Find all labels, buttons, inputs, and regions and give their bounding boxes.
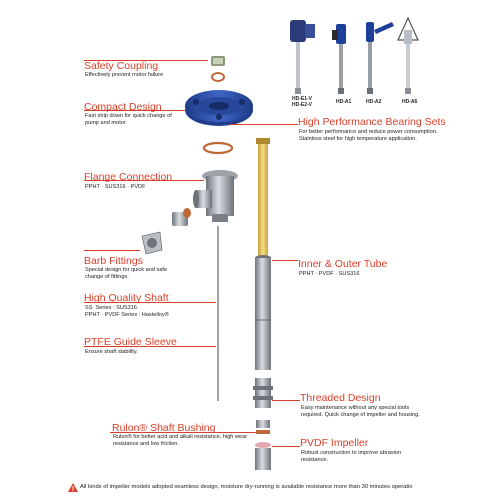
leader-inner-outer-tube	[272, 260, 298, 261]
safety-coupling-desc: Effectively prevent motor failure	[85, 72, 164, 78]
barb-fittings-part	[142, 208, 191, 254]
bearing-sets-title: High Performance Bearing Sets	[298, 116, 446, 128]
leader-pvdf-impeller	[272, 446, 300, 447]
flange-connection-title: Flange Connection	[84, 171, 173, 183]
barb-fittings-desc: Special design for quick and safe change of fittings.	[85, 267, 168, 280]
threaded-design-title: Threaded Design	[300, 392, 381, 404]
high-quality-shaft-desc: SS Series : SUS316 PPHT · PVDF Series : Hastelloy®	[85, 305, 169, 318]
rulon-shaft-bushing-desc: Rulon® for better acid and alkali resistance, high wear resistance and low friction.	[113, 434, 248, 447]
barb-fittings-title: Barb Fittings	[84, 255, 143, 267]
bearing-sets-desc: For better performance and reduce power consumption. Stainless steel for high temperature application.	[299, 129, 438, 142]
ptfe-guide-sleeve-title: PTFE Guide Sleeve	[84, 336, 177, 348]
flange-connection-desc: PPHT · SUS316 · PVDF	[85, 184, 146, 190]
model-label-hd-a1: HD-A1	[336, 99, 352, 105]
leader-threaded-design	[272, 400, 300, 401]
threaded-design-part	[253, 378, 273, 408]
model-label-hd-a6: HD-A6	[402, 99, 418, 105]
pvdf-impeller-title: PVDF Impeller	[300, 437, 369, 449]
inner-outer-tube-title: Inner & Outer Tube	[298, 258, 388, 270]
ptfe-guide-sleeve-desc: Ensure shaft stability.	[85, 349, 138, 355]
bearing-ring	[204, 143, 232, 153]
rulon-bushing-part	[256, 420, 270, 434]
compact-design-desc: Fast strip down for quick change of pump and motor	[85, 113, 172, 126]
leader-barb-fittings	[84, 250, 140, 251]
compact-design-flange-disk	[185, 90, 253, 126]
safety-coupling-title: Safety Coupling	[84, 60, 159, 72]
inner-outer-tube-desc: PPHT · PVDF · SUS316	[299, 271, 360, 277]
model-label-hd-e1-v: HD-E1-V HD-E2-V	[292, 96, 313, 108]
pvdf-impeller-part	[255, 442, 271, 470]
rulon-shaft-bushing-title: Rulon® Shaft Bushing	[112, 422, 216, 434]
high-quality-shaft-title: High Quality Shaft	[84, 292, 169, 304]
leader-bearing-sets	[230, 124, 298, 125]
pvdf-impeller-desc: Robust construction to improve abrasion resistance.	[301, 450, 402, 463]
warning-icon	[68, 483, 78, 492]
threaded-design-desc: Easy maintenance without any special tools required. Quick change of impeller and housing.	[301, 405, 420, 418]
flange-connection-housing	[193, 170, 238, 222]
footer-note: All kinds of impeller models adopted seamless design, moisture dry-running is available resistance more than 30 minutes operatio	[80, 484, 413, 490]
compact-design-title: Compact Design	[84, 101, 162, 113]
model-label-hd-a2: HD-A2	[366, 99, 382, 105]
shaft-part	[217, 226, 219, 401]
outer-tube-part	[255, 255, 271, 370]
inner-tube-part	[258, 138, 268, 258]
